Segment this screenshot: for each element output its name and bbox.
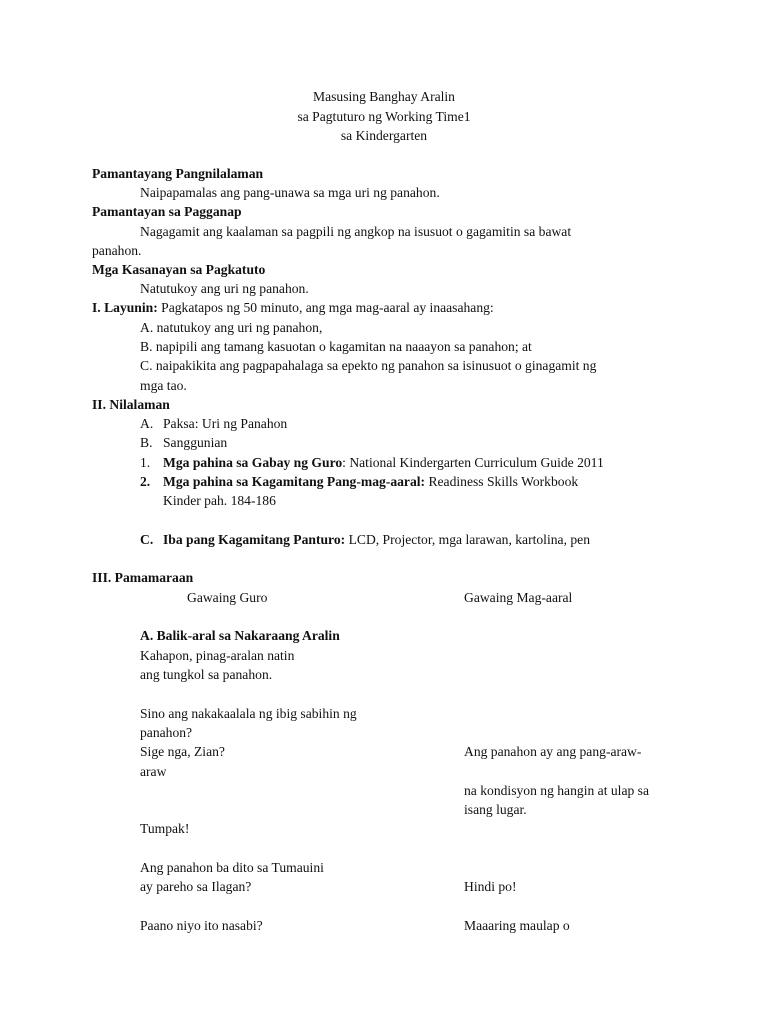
title-line-1: Masusing Banghay Aralin <box>313 89 455 104</box>
teacher-line-10: Paano niyo ito nasabi? <box>140 918 263 933</box>
student-line-3: isang lugar. <box>464 802 527 817</box>
content-ref2 <box>163 475 578 489</box>
content-ref1-marker: 1. <box>140 455 151 470</box>
teacher-line-6: araw <box>140 764 167 779</box>
objective-item-b: B. napipili ang tamang kasuotan o kagamitan na naaayon sa panahon; at <box>140 339 532 354</box>
procedure-heading: III. Pamamaraan <box>92 570 194 585</box>
procedure-section-a: A. Balik-aral sa Nakaraang Aralin <box>140 628 340 643</box>
objectives-intro: Pagkatapos ng 50 minuto, ang mga mag-aaral ay inaasahang: <box>161 300 494 315</box>
skills-text: Natutukoy ang uri ng panahon. <box>140 281 309 296</box>
content-ref1 <box>163 456 604 470</box>
title-line-3: sa Kindergarten <box>340 128 428 143</box>
teacher-line-1: Kahapon, pinag-aralan natin <box>140 648 295 663</box>
content-other-value: LCD, Projector, mga larawan, kartolina, pen <box>345 532 590 547</box>
content-standard-heading: Pamantayang Pangnilalaman <box>92 166 264 181</box>
content-ref1-label: Mga pahina sa Gabay ng Guro <box>163 455 343 470</box>
skills-heading: Mga Kasanayan sa Pagkatuto <box>92 262 266 277</box>
content-other-label: Iba pang Kagamitang Panturo: <box>163 532 346 547</box>
content-ref2-value: Readiness Skills Workbook <box>425 474 579 489</box>
objectives-heading: I. Layunin: <box>92 300 158 315</box>
content-ref2-label: Mga pahina sa Kagamitang Pang-mag-aaral: <box>163 474 426 489</box>
content-topic-marker: A. <box>140 416 154 431</box>
content-ref2-value-cont: Kinder pah. 184-186 <box>163 493 276 508</box>
teacher-line-4: panahon? <box>140 725 193 740</box>
content-ref2-marker: 2. <box>140 474 151 489</box>
content-standard-text: Naipapamalas ang pang-unawa sa mga uri ng panahon. <box>140 185 440 200</box>
teacher-line-9: ay pareho sa Ilagan? <box>140 879 252 894</box>
content-other <box>163 533 590 547</box>
performance-standard-text: Nagagamit ang kaalaman sa pagpili ng angkop na isusuot o gagamitin sa bawat <box>140 224 572 239</box>
teacher-line-8: Ang panahon ba dito sa Tumauini <box>140 860 324 875</box>
student-line-1: Ang panahon ay ang pang-araw- <box>464 744 642 759</box>
teacher-line-3: Sino ang nakakaalala ng ibig sabihin ng <box>140 706 357 721</box>
content-heading: II. Nilalaman <box>92 397 170 412</box>
objectives-line <box>92 301 494 315</box>
content-other-marker: C. <box>140 532 154 547</box>
objective-item-c: C. naipakikita ang pagpapahalaga sa epekto ng panahon sa isinusuot o ginagamit ng <box>140 358 597 373</box>
content-ref: Sanggunian <box>163 435 228 450</box>
teacher-line-2: ang tungkol sa panahon. <box>140 667 273 682</box>
performance-standard-text-cont: panahon. <box>92 243 142 258</box>
procedure-col-student: Gawaing Mag-aaral <box>464 590 573 605</box>
content-topic: Paksa: Uri ng Panahon <box>163 416 288 431</box>
performance-standard-heading: Pamantayan sa Pagganap <box>92 204 242 219</box>
content-ref-marker: B. <box>140 435 153 450</box>
student-line-2: na kondisyon ng hangin at ulap sa <box>464 783 649 798</box>
teacher-line-7: Tumpak! <box>140 821 190 836</box>
title-line-2: sa Pagtuturo ng Working Time1 <box>297 109 471 124</box>
teacher-line-5: Sige nga, Zian? <box>140 744 225 759</box>
student-line-4: Hindi po! <box>464 879 517 894</box>
procedure-col-teacher: Gawaing Guro <box>187 590 268 605</box>
objective-item-a: A. natutukoy ang uri ng panahon, <box>140 320 323 335</box>
objective-item-c-cont: mga tao. <box>140 378 187 393</box>
content-ref1-value: : National Kindergarten Curriculum Guide 2011 <box>342 455 604 470</box>
student-line-5: Maaaring maulap o <box>464 918 570 933</box>
